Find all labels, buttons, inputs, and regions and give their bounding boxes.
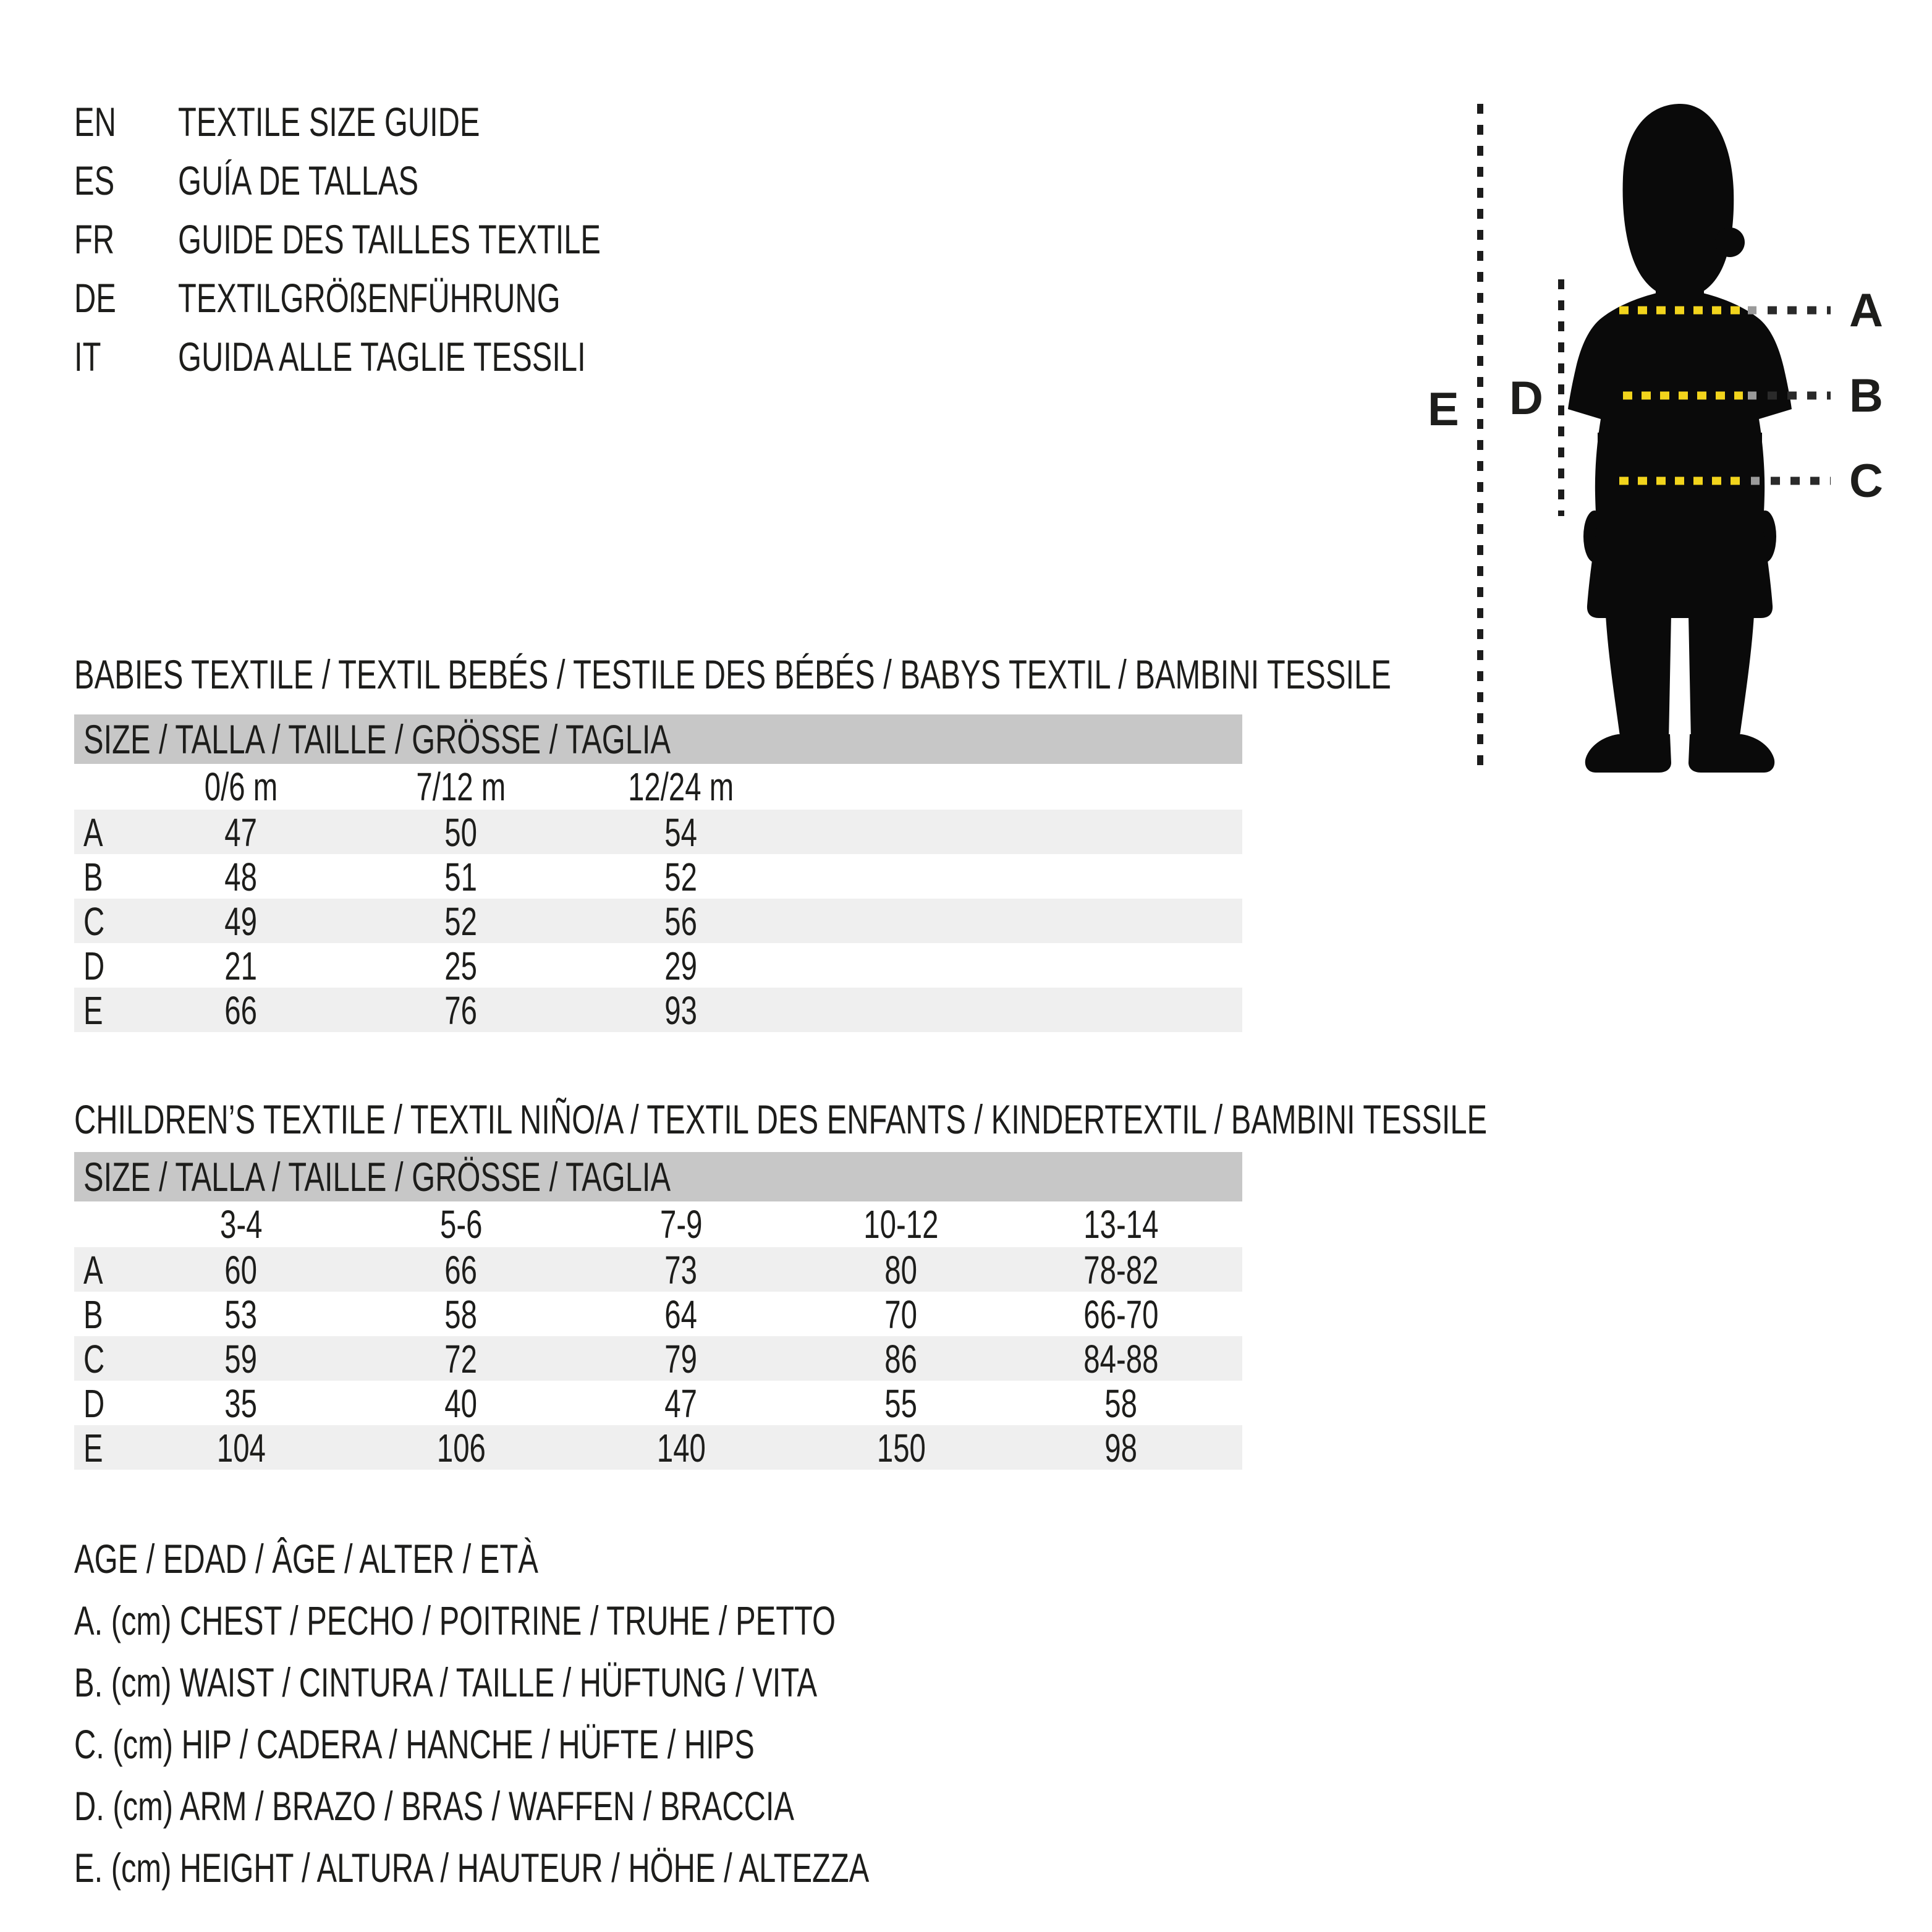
lang-code-it: IT [74,334,101,379]
children-row-e: E 104 106 140 150 98 [74,1425,1242,1470]
legend-age: AGE / EDAD / ÂGE / ALTER / ETÀ [74,1536,538,1582]
children-row-a: A 60 66 73 80 78-82 [74,1247,1242,1292]
silhouette-shorts [1587,519,1773,618]
figure-label-a: A [1849,284,1883,337]
babies-col-1: 7/12 m [416,765,506,809]
babies-row-e: E 66 76 93 [74,988,1242,1032]
figure-label-e: E [1428,383,1459,436]
babies-row-d: D 21 25 29 [83,944,698,988]
legend-hip: C. (cm) HIP / CADERA / HANCHE / HÜFTE / HIPS [74,1721,755,1767]
silhouette-head [1623,104,1734,298]
children-row-d: D 35 40 47 55 58 [83,1381,1138,1426]
lang-row-fr [74,210,750,269]
children-size-header: SIZE / TALLA / TAILLE / GRÖSSE / TAGLIA [74,1152,1242,1201]
lang-row-de [74,269,750,328]
silhouette-shoe-right [1688,734,1774,773]
language-title-block [74,93,750,386]
babies-col-2: 12/24 m [628,765,734,809]
figure-label-c: C [1849,455,1883,507]
measurement-figure [1409,87,1932,803]
babies-section-title: BABIES TEXTILE / TEXTIL BEBÉS / TESTILE DES BÉBÉS / BABYS TEXTIL / BAMBINI TESSILE [74,651,1391,697]
children-section-title: CHILDREN’S TEXTILE / TEXTIL NIÑO/A / TEXTIL DES ENFANTS / KINDERTEXTIL / BAMBINI TESSILE [74,1096,1488,1142]
lang-title-de: TEXTILGRÖßENFÜHRUNG [178,275,561,321]
babies-size-header: SIZE / TALLA / TAILLE / GRÖSSE / TAGLIA [74,714,1242,764]
lang-row-es [74,151,750,210]
legend-waist: B. (cm) WAIST / CINTURA / TAILLE / HÜFTUNG / VITA [74,1659,818,1705]
children-col-2: 7-9 [659,1202,703,1247]
lang-code-es: ES [74,158,115,203]
babies-row-a: A 47 50 54 [74,810,1242,854]
lang-row-en [74,93,750,151]
lang-code-de: DE [74,275,116,321]
babies-row-b: B 48 51 52 [83,855,698,899]
legend-height: E. (cm) HEIGHT / ALTURA / HAUTEUR / HÖHE / ALTEZZA [74,1845,870,1891]
children-size-table [74,1152,1242,1470]
lang-title-it: GUIDA ALLE TAGLIE TESSILI [178,334,586,379]
children-column-header-row [74,1201,1242,1247]
legend-arm: D. (cm) ARM / BRAZO / BRAS / WAFFEN / BRACCIA [74,1783,795,1829]
child-silhouette-diagram [1409,87,1932,803]
lang-row-it [74,328,750,386]
lang-title-es: GUÍA DE TALLAS [178,158,419,203]
measurement-legend [74,1528,1148,1899]
lang-code-en: EN [74,99,116,145]
children-col-0: 3-4 [219,1202,263,1247]
legend-chest: A. (cm) CHEST / PECHO / POITRINE / TRUHE / PETTO [74,1598,836,1643]
lang-title-fr: GUIDE DES TAILLES TEXTILE [178,216,601,262]
children-col-4: 13-14 [1083,1202,1159,1247]
children-col-3: 10-12 [863,1202,939,1247]
babies-column-header-row [74,764,1242,810]
silhouette-shoe-left [1585,734,1671,773]
lang-title-en: TEXTILE SIZE GUIDE [178,99,480,145]
babies-size-table [74,714,1242,1032]
figure-label-d: D [1509,372,1543,425]
silhouette-ear [1715,227,1745,257]
lang-code-fr: FR [74,216,115,262]
children-col-1: 5-6 [439,1202,483,1247]
babies-col-0: 0/6 m [204,765,278,809]
children-row-c: C 59 72 79 86 84-88 [74,1336,1242,1381]
babies-row-c: C 49 52 56 [74,899,1242,943]
figure-label-b: B [1849,370,1883,422]
children-row-b: B 53 58 64 70 66-70 [83,1292,1159,1337]
